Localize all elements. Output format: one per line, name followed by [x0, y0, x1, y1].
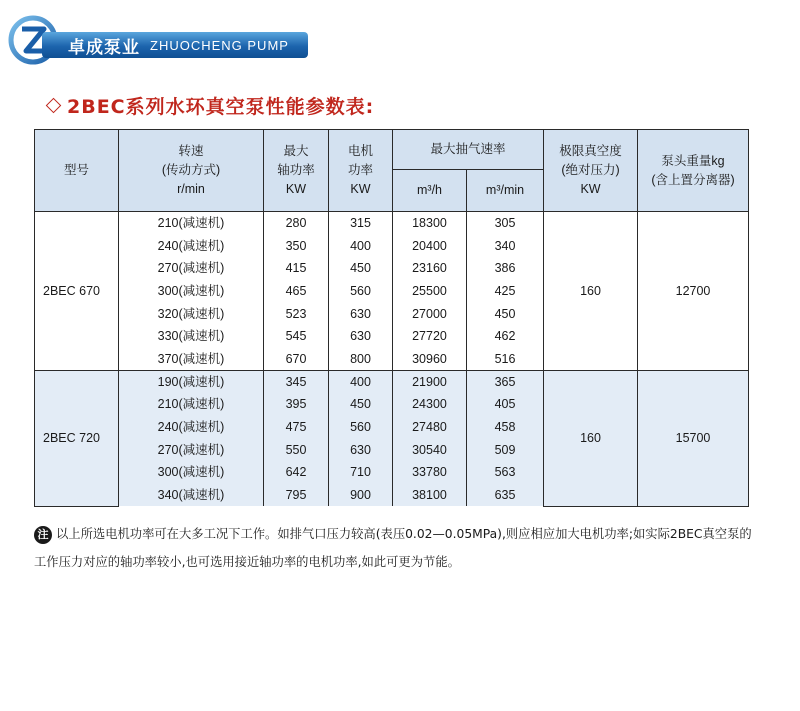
header-speed: 转速 (传动方式) r/min: [119, 130, 264, 212]
cell-rate-m3h: 27480: [393, 416, 467, 439]
cell-speed: 300(减速机): [119, 461, 264, 484]
cell-motor-power: 900: [329, 484, 393, 507]
cell-rate-m3min: 386: [467, 257, 544, 280]
header-vacuum: 极限真空度 (绝对压力) KW: [544, 130, 638, 212]
brand-banner: [8, 14, 308, 64]
header-rate-m3h: m³/h: [393, 170, 467, 212]
cell-motor-power: 400: [329, 370, 393, 393]
cell-speed: 210(减速机): [119, 393, 264, 416]
cell-shaft-power: 395: [264, 393, 329, 416]
cell-shaft-power: 670: [264, 348, 329, 371]
brand-name-cn: 卓成泵业: [68, 37, 140, 58]
cell-rate-m3min: 458: [467, 416, 544, 439]
cell-rate-m3h: 21900: [393, 370, 467, 393]
cell-rate-m3min: 425: [467, 280, 544, 303]
cell-shaft-power: 465: [264, 280, 329, 303]
footnote-text: 以上所选电机功率可在大多工况下工作。如排气口压力较高(表压0.02—0.05MPa),则应相应加大电机功率;如实际2BEC真空泵的工作压力对应的轴功率较小,也可选用接近轴功率的电机功率,如此可更为节能。: [34, 527, 752, 569]
cell-motor-power: 315: [329, 212, 393, 235]
cell-vacuum: 160: [544, 212, 638, 371]
spec-table-body: [35, 212, 749, 507]
cell-model: 2BEC 720: [35, 370, 119, 506]
cell-shaft-power: 523: [264, 302, 329, 325]
brand-name-en: ZHUOCHENG PUMP: [150, 37, 289, 53]
cell-shaft-power: 795: [264, 484, 329, 507]
cell-weight: 12700: [638, 212, 749, 371]
cell-rate-m3min: 462: [467, 325, 544, 348]
cell-rate-m3h: 23160: [393, 257, 467, 280]
cell-speed: 270(减速机): [119, 438, 264, 461]
cell-motor-power: 710: [329, 461, 393, 484]
section-title-text: 2BEC系列水环真空泵性能参数表:: [67, 95, 375, 118]
cell-rate-m3min: 516: [467, 348, 544, 371]
cell-vacuum: 160: [544, 370, 638, 506]
table-row: [35, 212, 749, 235]
cell-speed: 330(减速机): [119, 325, 264, 348]
cell-rate-m3min: 305: [467, 212, 544, 235]
cell-rate-m3min: 365: [467, 370, 544, 393]
cell-motor-power: 560: [329, 280, 393, 303]
header-pump-rate: 最大抽气速率: [393, 130, 544, 170]
cell-rate-m3h: 38100: [393, 484, 467, 507]
header-model: 型号: [35, 130, 119, 212]
cell-rate-m3h: 18300: [393, 212, 467, 235]
brand-strip: [42, 32, 308, 58]
cell-rate-m3h: 30540: [393, 438, 467, 461]
cell-shaft-power: 350: [264, 234, 329, 257]
cell-speed: 320(减速机): [119, 302, 264, 325]
cell-rate-m3h: 33780: [393, 461, 467, 484]
diamond-outline-icon: [46, 97, 62, 113]
spec-table: [34, 129, 749, 507]
header-motor-power: 电机 功率 KW: [329, 130, 393, 212]
cell-rate-m3h: 20400: [393, 234, 467, 257]
cell-motor-power: 630: [329, 325, 393, 348]
table-row: [35, 370, 749, 393]
cell-weight: 15700: [638, 370, 749, 506]
cell-motor-power: 630: [329, 302, 393, 325]
cell-rate-m3min: 405: [467, 393, 544, 416]
note-icon: 注: [34, 526, 52, 544]
cell-rate-m3min: 509: [467, 438, 544, 461]
cell-shaft-power: 345: [264, 370, 329, 393]
cell-shaft-power: 415: [264, 257, 329, 280]
cell-speed: 300(减速机): [119, 280, 264, 303]
cell-speed: 240(减速机): [119, 234, 264, 257]
header-rate-m3min: m³/min: [467, 170, 544, 212]
cell-rate-m3h: 27720: [393, 325, 467, 348]
cell-rate-m3h: 25500: [393, 280, 467, 303]
cell-speed: 270(减速机): [119, 257, 264, 280]
cell-speed: 370(减速机): [119, 348, 264, 371]
cell-speed: 210(减速机): [119, 212, 264, 235]
cell-speed: 340(减速机): [119, 484, 264, 507]
cell-motor-power: 800: [329, 348, 393, 371]
cell-speed: 240(减速机): [119, 416, 264, 439]
cell-shaft-power: 642: [264, 461, 329, 484]
cell-motor-power: 450: [329, 257, 393, 280]
header-weight: 泵头重量kg (含上置分离器): [638, 130, 749, 212]
cell-shaft-power: 475: [264, 416, 329, 439]
cell-motor-power: 560: [329, 416, 393, 439]
cell-motor-power: 450: [329, 393, 393, 416]
cell-rate-m3min: 450: [467, 302, 544, 325]
cell-speed: 190(减速机): [119, 370, 264, 393]
cell-rate-m3min: 563: [467, 461, 544, 484]
cell-shaft-power: 545: [264, 325, 329, 348]
cell-rate-m3min: 340: [467, 234, 544, 257]
section-title: [46, 92, 374, 118]
cell-model: 2BEC 670: [35, 212, 119, 371]
cell-motor-power: 400: [329, 234, 393, 257]
cell-rate-m3h: 30960: [393, 348, 467, 371]
footnote: [34, 520, 754, 576]
cell-motor-power: 630: [329, 438, 393, 461]
cell-shaft-power: 280: [264, 212, 329, 235]
cell-shaft-power: 550: [264, 438, 329, 461]
cell-rate-m3min: 635: [467, 484, 544, 507]
cell-rate-m3h: 27000: [393, 302, 467, 325]
cell-rate-m3h: 24300: [393, 393, 467, 416]
header-shaft-power: 最大 轴功率 KW: [264, 130, 329, 212]
